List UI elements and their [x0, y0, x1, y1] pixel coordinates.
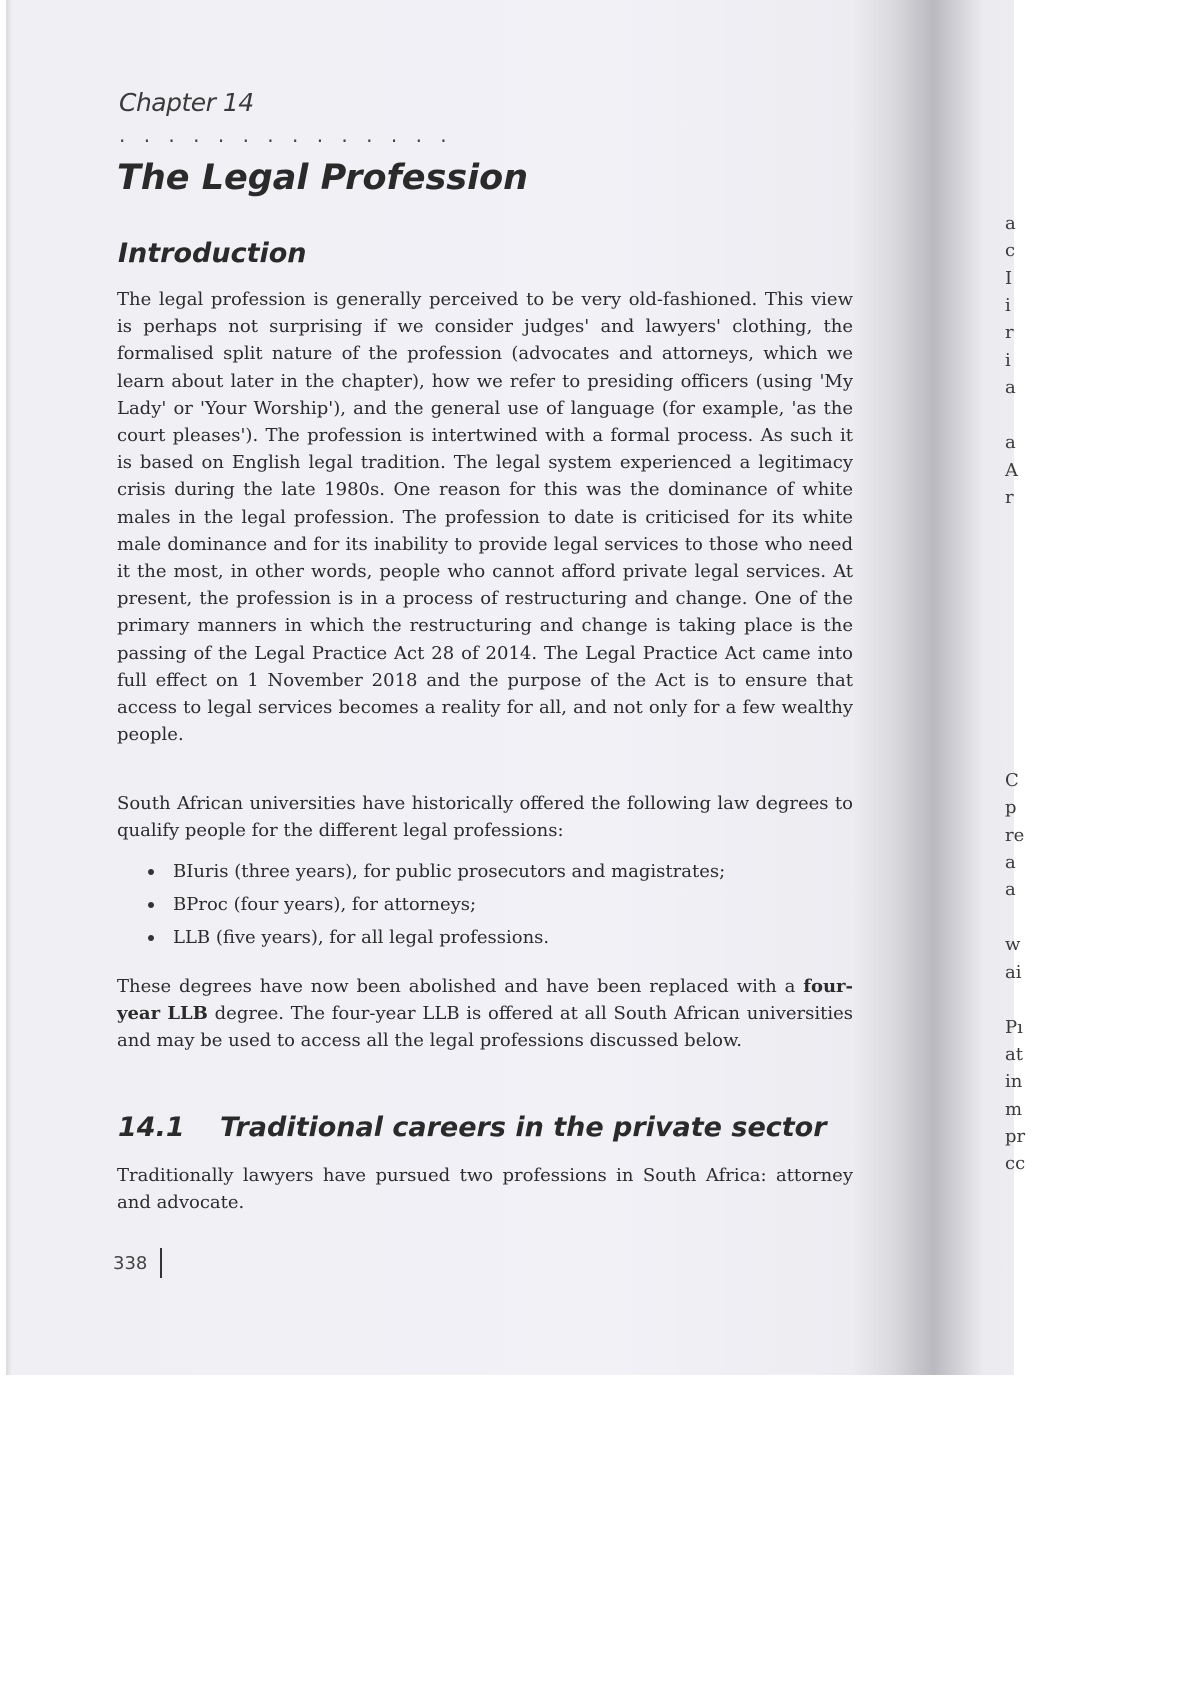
- adjacent-page-text: i: [1005, 350, 1011, 371]
- section-number: 14.1: [118, 1112, 185, 1143]
- page-edge-shadow: [6, 0, 12, 1375]
- adjacent-page-text: p: [1005, 797, 1017, 818]
- four-year-llb-emphasis: four-year LLB: [117, 976, 853, 1025]
- adjacent-page-text: I: [1005, 268, 1013, 289]
- adjacent-page-text: ai: [1005, 962, 1022, 983]
- adjacent-page-text: a: [1005, 879, 1016, 900]
- bullet-icon: [148, 869, 154, 875]
- abolished-text-start: These degrees have now been abolished and have been replaced with a: [117, 976, 804, 997]
- adjacent-page-text: w: [1005, 934, 1021, 955]
- list-item-text: LLB (five years), for all legal professions.: [173, 927, 550, 948]
- section-title: Traditional careers in the private sector: [220, 1112, 827, 1143]
- page-number-divider: [160, 1248, 162, 1278]
- adjacent-page-text: a: [1005, 377, 1016, 398]
- adjacent-page-text: C: [1005, 770, 1019, 791]
- chapter-title: The Legal Profession: [117, 158, 529, 198]
- degrees-paragraph: South African universities have historically offered the following law degrees to qualify people for the different legal professions:: [117, 793, 853, 842]
- list-item: [140, 888, 725, 921]
- adjacent-page-text: cc: [1005, 1153, 1026, 1174]
- adjacent-page-text: r: [1005, 487, 1014, 508]
- list-item-text: BIuris (three years), for public prosecutors and magistrates;: [173, 861, 726, 882]
- section-paragraph: Traditionally lawyers have pursued two professions in South Africa: attorney and advocate.: [117, 1165, 853, 1214]
- adjacent-page-text: a: [1005, 852, 1016, 873]
- adjacent-page-text: pr: [1005, 1126, 1026, 1147]
- adjacent-page-text: c: [1005, 240, 1016, 261]
- adjacent-page-text: A: [1005, 460, 1018, 481]
- adjacent-page-fragments: [1005, 0, 1026, 1375]
- adjacent-page-text: re: [1005, 825, 1025, 846]
- adjacent-page-text: at: [1005, 1044, 1023, 1065]
- abolished-text-end: degree. The four-year LLB is offered at all South African universities and may be used to access all the legal professions discussed below.: [117, 1003, 853, 1052]
- bullet-icon: [148, 902, 154, 908]
- chapter-divider-dots: . . . . . . . . . . . . . .: [119, 123, 453, 147]
- intro-paragraph: The legal profession is generally perceived to be very old-fashioned. This view is perhaps not surprising if we consider judges' and lawyers' clothing, the formalised split nature of the profession (advocates and attorneys, which we learn about later in the chapter), how we refer to presiding officers (using 'My Lady' or 'Your Worship'), and the general use of language (for example, 'as the court pleases'). The profession is intertwined with a formal process. As such it is based on English legal tradition. The legal system experienced a legitimacy crisis during the late 1980s. One reason for this was the dominance of white males in the legal profession. The profession to date is criticised for its white male dominance and for its inability to provide legal services to those who need it the most, in other words, people who cannot afford private legal services. At present, the profession is in a process of restructuring and change. One of the primary manners in which the restructuring and change is taking place is the passing of the Legal Practice Act 28 of 2014. The Legal Practice Act came into full effect on 1 November 2018 and the purpose of the Act is to ensure that access to legal services becomes a reality for all, and not only for a few wealthy people.: [117, 289, 853, 746]
- bullet-icon: [148, 935, 154, 941]
- introduction-heading: Introduction: [118, 238, 307, 269]
- page-number: 338: [113, 1253, 148, 1274]
- adjacent-page-text: a: [1005, 213, 1016, 234]
- adjacent-page-text: in: [1005, 1071, 1023, 1092]
- degree-list: [140, 855, 725, 954]
- adjacent-page-text: m: [1005, 1099, 1023, 1120]
- abolished-paragraph: [117, 973, 853, 1055]
- list-item-text: BProc (four years), for attorneys;: [173, 894, 477, 915]
- list-item: [140, 855, 725, 888]
- list-item: [140, 921, 725, 954]
- adjacent-page-text: r: [1005, 322, 1014, 343]
- adjacent-page-text: i: [1005, 295, 1011, 316]
- adjacent-page-text: Pı: [1005, 1017, 1023, 1038]
- section-heading: [118, 1112, 827, 1143]
- adjacent-page-text: a: [1005, 432, 1016, 453]
- chapter-label: Chapter 14: [119, 88, 254, 117]
